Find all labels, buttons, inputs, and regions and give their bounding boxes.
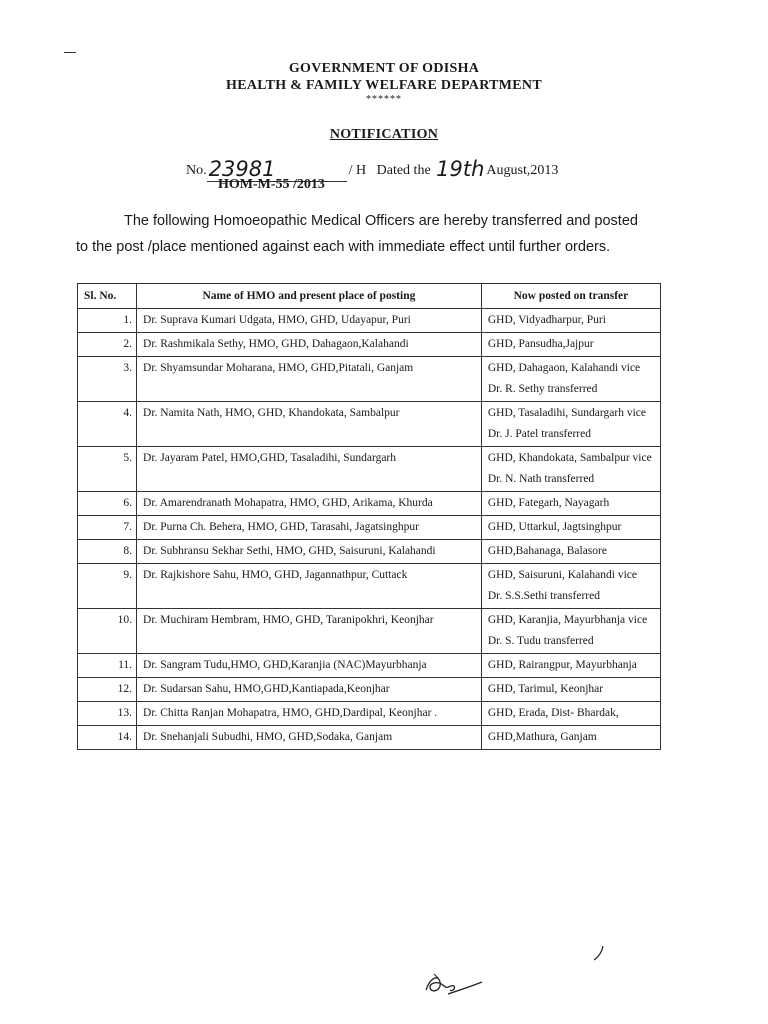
cell-name: Dr. Rashmikala Sethy, HMO, GHD, Dahagaon,Kalahandi (137, 333, 482, 357)
pen-stroke-icon (592, 945, 606, 966)
margin-mark (64, 52, 76, 53)
cell-post: GHD, Dahagaon, Kalahandi vice Dr. R. Sethy transferred (481, 357, 660, 402)
cell-name: Dr. Rajkishore Sahu, HMO, GHD, Jagannathpur, Cuttack (137, 564, 482, 609)
cell-name: Dr. Shyamsundar Moharana, HMO, GHD,Pitatali, Ganjam (137, 357, 482, 402)
table-row (78, 609, 661, 654)
cell-post: GHD,Bahanaga, Balasore (481, 540, 660, 564)
cell-name: Dr. Chitta Ranjan Mohapatra, HMO, GHD,Dardipal, Keonjhar . (137, 702, 482, 726)
header-stars: ****** (366, 94, 402, 105)
handwritten-signature-icon (420, 968, 490, 1007)
table-row (78, 447, 661, 492)
transfer-table (77, 283, 661, 750)
government-title: GOVERNMENT OF ODISHA (288, 61, 480, 76)
dated-label: Dated the (376, 163, 431, 178)
table-row (78, 309, 661, 333)
table-row (78, 516, 661, 540)
cell-sl: 3. (78, 357, 137, 402)
cell-name: Dr. Purna Ch. Behera, HMO, GHD, Tarasahi, Jagatsinghpur (137, 516, 482, 540)
cell-name: Dr. Muchiram Hembram, HMO, GHD, Taranipokhri, Keonjhar (137, 609, 482, 654)
cell-name: Dr. Namita Nath, HMO, GHD, Khandokata, Sambalpur (137, 402, 482, 447)
cell-sl: 5. (78, 447, 137, 492)
header-posted: Now posted on transfer (481, 284, 660, 309)
cell-sl: 13. (78, 702, 137, 726)
cell-name: Dr. Subhransu Sekhar Sethi, HMO, GHD, Saisuruni, Kalahandi (137, 540, 482, 564)
notification-title: NOTIFICATION (329, 127, 439, 142)
body-line-1: The following Homoeopathic Medical Officers are hereby transferred and posted (124, 213, 638, 229)
cell-sl: 2. (78, 333, 137, 357)
cell-sl: 9. (78, 564, 137, 609)
cell-name: Dr. Jayaram Patel, HMO,GHD, Tasaladihi, Sundargarh (137, 447, 482, 492)
cell-sl: 14. (78, 726, 137, 750)
table-row (78, 492, 661, 516)
cell-post: GHD, Pansudha,Jajpur (481, 333, 660, 357)
table-row (78, 357, 661, 402)
table-header-row (78, 284, 661, 309)
cell-post: GHD, Erada, Dist- Bhardak, (481, 702, 660, 726)
cell-post: GHD, Saisuruni, Kalahandi vice Dr. S.S.Sethi transferred (481, 564, 660, 609)
handwritten-day: 19th (436, 157, 485, 181)
table-row (78, 654, 661, 678)
table-row (78, 678, 661, 702)
cell-post: GHD, Karanjia, Mayurbhanja vice Dr. S. Tudu transferred (481, 609, 660, 654)
cell-sl: 11. (78, 654, 137, 678)
cell-sl: 6. (78, 492, 137, 516)
cell-post: GHD, Fategarh, Nayagarh (481, 492, 660, 516)
header-name: Name of HMO and present place of posting (137, 284, 482, 309)
cell-post: GHD,Mathura, Ganjam (481, 726, 660, 750)
letterhead (0, 60, 768, 105)
cell-sl: 8. (78, 540, 137, 564)
table-row (78, 540, 661, 564)
cell-post: GHD, Tarimul, Keonjhar (481, 678, 660, 702)
cell-post: GHD, Khandokata, Sambalpur vice Dr. N. Nath transferred (481, 447, 660, 492)
no-label: No. (186, 163, 207, 178)
cell-name: Dr. Snehanjali Subudhi, HMO, GHD,Sodaka, Ganjam (137, 726, 482, 750)
cell-sl: 10. (78, 609, 137, 654)
cell-post: GHD, Uttarkul, Jagtsinghpur (481, 516, 660, 540)
table-row (78, 333, 661, 357)
file-number: HOM-M-55 /2013 (218, 177, 325, 192)
body-line-2: to the post /place mentioned against each with immediate effect until further orders. (76, 239, 611, 255)
cell-name: Dr. Suprava Kumari Udgata, HMO, GHD, Udayapur, Puri (137, 309, 482, 333)
date-rest: August,2013 (486, 163, 559, 178)
cell-name: Dr. Amarendranath Mohapatra, HMO, GHD, Arikama, Khurda (137, 492, 482, 516)
cell-post: GHD, Rairangpur, Mayurbhanja (481, 654, 660, 678)
department-title: HEALTH & FAMILY WELFARE DEPARTMENT (226, 78, 542, 93)
number-suffix: / H (348, 163, 367, 178)
table-row (78, 726, 661, 750)
cell-name: Dr. Sangram Tudu,HMO, GHD,Karanjia (NAC)Mayurbhanja (137, 654, 482, 678)
cell-sl: 4. (78, 402, 137, 447)
table-row (78, 402, 661, 447)
cell-sl: 7. (78, 516, 137, 540)
table-row (78, 702, 661, 726)
cell-sl: 12. (78, 678, 137, 702)
header-sl-no: Sl. No. (78, 284, 137, 309)
cell-post: GHD, Vidyadharpur, Puri (481, 309, 660, 333)
table-row (78, 564, 661, 609)
cell-name: Dr. Sudarsan Sahu, HMO,GHD,Kantiapada,Keonjhar (137, 678, 482, 702)
handwritten-number: 23981 (208, 157, 276, 181)
body-paragraph (76, 208, 676, 260)
cell-post: GHD, Tasaladihi, Sundargarh vice Dr. J. Patel transferred (481, 402, 660, 447)
cell-sl: 1. (78, 309, 137, 333)
